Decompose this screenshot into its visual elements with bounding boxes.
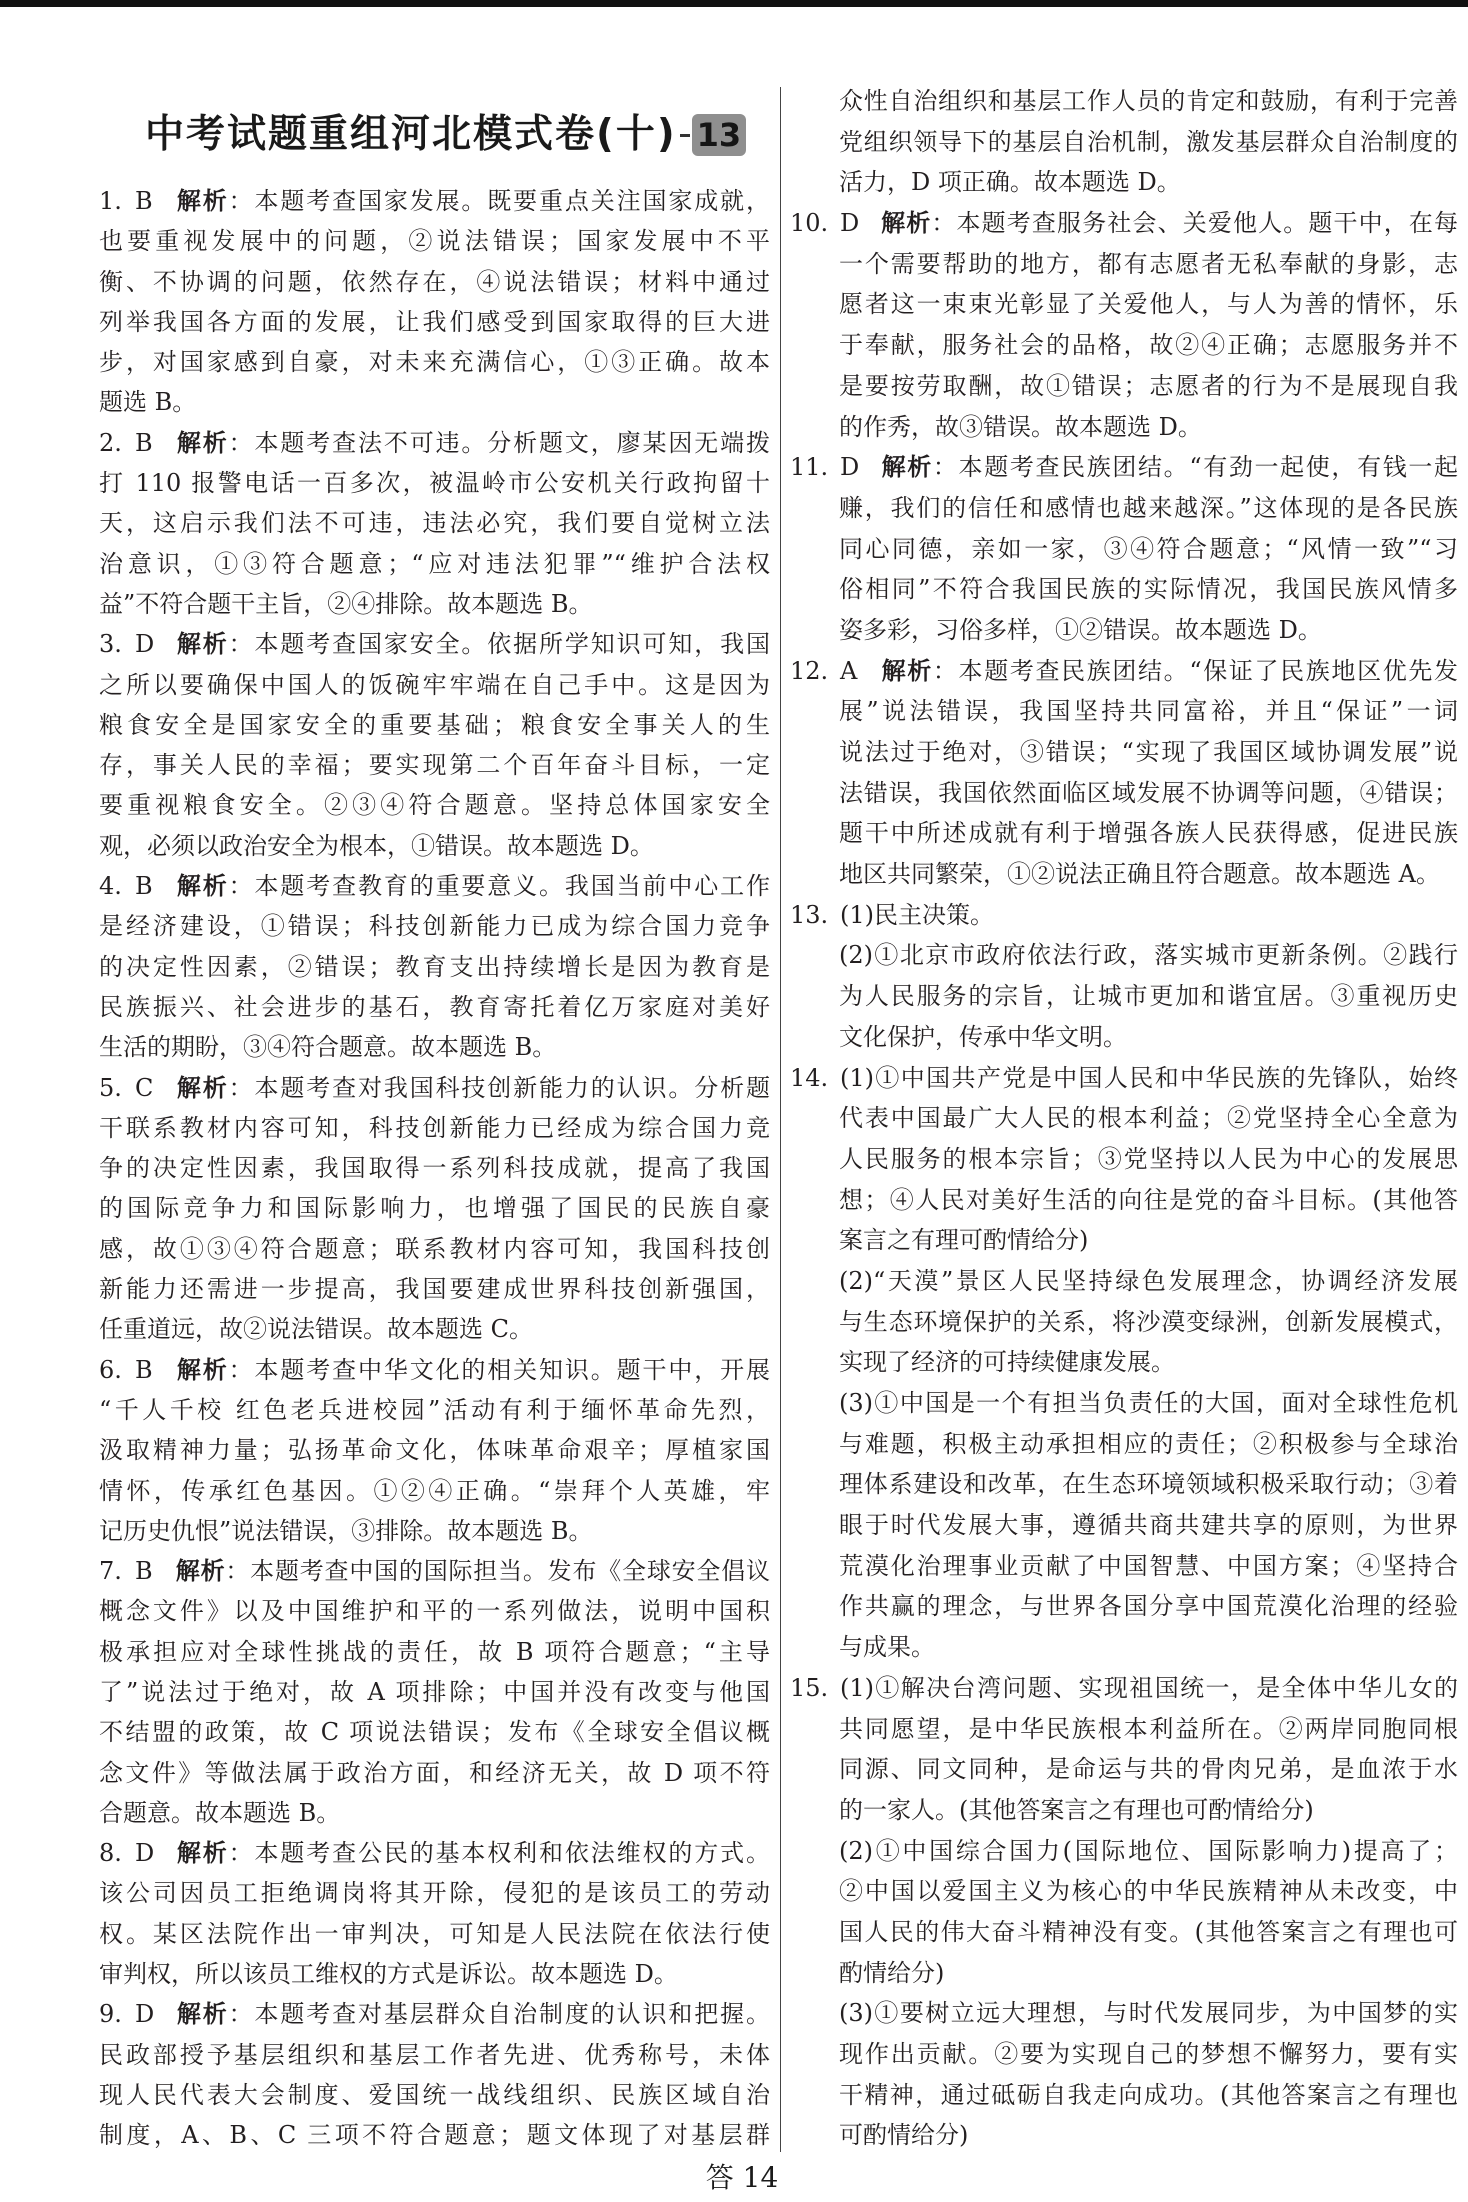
answer-letter: B	[135, 1355, 153, 1384]
text-line	[99, 745, 770, 785]
answer-item-3	[99, 624, 770, 866]
item-number: 11.	[790, 453, 829, 482]
text-line	[99, 1914, 770, 1954]
text-line	[790, 1464, 1458, 1505]
text-line	[790, 244, 1458, 285]
text-line	[790, 1912, 1458, 1953]
line-text: 要重视粮食安全。②③④符合题意。坚持总体国家安全	[99, 791, 770, 820]
answer-item-4	[99, 866, 770, 1067]
answer-item-2	[99, 423, 770, 624]
line-text: (3)①中国是一个有担当负责任的大国，面对全球性危机	[839, 1389, 1458, 1417]
line-text: 人民服务的根本宗旨；③党坚持以人民为中心的发展思	[839, 1144, 1458, 1173]
line-text: ：本题考查国家发展。既要重点关注国家成就，	[228, 187, 770, 215]
line-text: 的一家人。(其他答案言之有理也可酌情给分)	[839, 1795, 1314, 1824]
item-number: 6.	[99, 1355, 122, 1384]
line-text: (2)“天漠”景区人民坚持绿色发展理念，协调经济发展	[839, 1266, 1458, 1295]
text-line	[99, 1269, 770, 1309]
text-line	[790, 773, 1458, 814]
analysis-label: 解析	[880, 453, 933, 482]
text-line	[790, 1627, 1458, 1668]
left-column	[99, 181, 770, 2156]
line-text: 感，故①③④符合题意；联系教材内容可知，我国科技创	[99, 1234, 770, 1263]
answer-letter: A	[840, 656, 858, 685]
line-text: 不结盟的政策，故 C 项说法错误；发布《全球安全倡议概	[99, 1718, 770, 1747]
text-line	[99, 785, 770, 825]
line-text: 制度，A、B、C 三项不符合题意；题文体现了对基层群	[99, 2121, 770, 2150]
line-text: 题选 B。	[99, 388, 197, 417]
answer-item-11	[790, 447, 1458, 650]
text-line	[99, 1793, 770, 1833]
line-text: 也要重视发展中的问题，②说法错误；国家发展中不平	[99, 227, 770, 256]
answer-item-8	[99, 1833, 770, 1994]
line-text: 是要按劳取酬，故①错误；志愿者的行为不是展现自我	[839, 371, 1458, 400]
line-text: 概念文件》以及中国维护和平的一系列做法，说明中国积	[99, 1597, 770, 1626]
analysis-label: 解析	[175, 1073, 229, 1102]
line-text: 展”说法错误，我国坚持共同富裕，并且“保证”一词	[839, 697, 1458, 726]
line-text: 赚，我们的信任和感情也越来越深。”这体现的是各民族	[839, 493, 1458, 522]
line-text: 愿者这一束束光彰显了关爱他人，与人为善的情怀，乐	[839, 290, 1458, 319]
text-line	[790, 325, 1458, 366]
text-line	[790, 1831, 1458, 1872]
line-text: (1)①解决台湾问题、实现祖国统一，是全体中华儿女的	[840, 1673, 1458, 1702]
line-text: ：本题考查公民的基本权利和依法维权的方式。	[228, 1839, 770, 1868]
line-text: 念文件》等做法属于政治方面，和经济无关，故 D 项不符	[99, 1758, 770, 1787]
text-line	[99, 503, 770, 543]
item-number: 15.	[790, 1673, 829, 1702]
text-line	[99, 423, 770, 463]
line-text: 与成果。	[839, 1633, 935, 1662]
answer-item-1	[99, 181, 770, 423]
text-line	[99, 2075, 770, 2115]
line-text: 与难题，积极主动承担相应的责任；②积极参与全球治	[839, 1429, 1458, 1458]
text-line	[99, 1108, 770, 1148]
line-text: 列举我国各方面的发展，让我们感受到国家取得的巨大进	[99, 307, 770, 336]
analysis-label: 解析	[175, 1355, 229, 1384]
item-number: 7.	[99, 1557, 122, 1586]
text-line	[790, 935, 1458, 976]
line-text: 同源、同文同种，是命运与共的骨肉兄弟，是血浓于水	[839, 1755, 1458, 1784]
text-line	[790, 366, 1458, 407]
text-line	[790, 732, 1458, 773]
line-text: 极承担应对全球性挑战的责任，故 B 项符合题意；“主导	[99, 1637, 770, 1666]
text-line	[99, 463, 770, 503]
line-text: ：本题考查教育的重要意义。我国当前中心工作	[228, 872, 770, 901]
line-text: 治意识，①③符合题意；“应对违法犯罪”“维护合法权	[99, 549, 770, 578]
text-line	[790, 203, 1458, 244]
text-line	[99, 1511, 770, 1551]
column-divider	[780, 87, 781, 2152]
text-line	[790, 569, 1458, 610]
text-line	[99, 1309, 770, 1349]
text-line	[790, 691, 1458, 732]
line-text: ：本题考查法不可违。分析题文，廖某因无端拨	[228, 428, 770, 457]
line-text: 任重道远，故②说法错误。故本题选 C。	[99, 1315, 533, 1344]
answer-item-14	[790, 1058, 1458, 1668]
line-text: 国人民的伟大奋斗精神没有变。(其他答案言之有理也可	[839, 1917, 1458, 1946]
answer-item-12	[790, 651, 1458, 895]
line-text: 于奉献，服务社会的品格，故②④正确；志愿服务并不	[839, 331, 1458, 360]
line-text: 衡、不协调的问题，依然存在，④说法错误；材料中通过	[99, 267, 770, 296]
text-line	[790, 1261, 1458, 1302]
analysis-label: 解析	[175, 2000, 229, 2029]
text-line	[790, 488, 1458, 529]
line-text: ：本题考查国家安全。依据所学知识可知，我国	[228, 630, 770, 659]
item-number: 3.	[99, 630, 122, 659]
item-number: 13.	[790, 900, 829, 929]
text-line	[99, 1632, 770, 1672]
item-number: 5.	[99, 1073, 122, 1102]
answer-letter: C	[135, 1073, 154, 1102]
line-text: 益”不符合题干主旨，②④排除。故本题选 B。	[99, 589, 593, 618]
line-text: 酌情给分)	[839, 1958, 945, 1987]
text-line	[790, 1749, 1458, 1790]
line-text: 打 110 报警电话一百多次，被温岭市公安机关行政拘留十	[99, 469, 770, 498]
text-line	[99, 302, 770, 342]
line-text: ：本题考查中国的国际担当。发布《全球安全倡议	[225, 1557, 770, 1586]
analysis-label: 解析	[175, 1839, 229, 1868]
text-line	[790, 854, 1458, 895]
line-text: 争的决定性因素，我国取得一系列科技成就，提高了我国	[99, 1154, 770, 1183]
text-line	[790, 2075, 1458, 2116]
item-number: 8.	[99, 1839, 122, 1868]
text-line	[99, 1390, 770, 1430]
line-text: 汲取精神力量；弘扬革命文化，体味革命艰辛；厚植家国	[99, 1436, 770, 1465]
line-text: 作共赢的理念，与世界各国分享中国荒漠化治理的经验	[839, 1592, 1458, 1621]
text-line	[790, 895, 1458, 936]
line-text: 观，必须以政治安全为根本，①错误。故本题选 D。	[99, 831, 654, 860]
line-text: 一个需要帮助的地方，都有志愿者无私奉献的身影，志	[839, 249, 1458, 278]
text-line	[99, 1068, 770, 1108]
line-text: 可酌情给分)	[839, 2121, 969, 2150]
line-text: 文化保护，传承中华文明。	[839, 1022, 1127, 1051]
text-line	[99, 1551, 770, 1591]
line-text: 众性自治组织和基层工作人员的肯定和鼓励，有利于完善	[839, 87, 1458, 115]
text-line	[99, 665, 770, 705]
line-text: 该公司因员工拒绝调岗将其开除，侵犯的是该员工的劳动	[99, 1879, 770, 1908]
title-dash	[680, 134, 690, 137]
line-text: 民政部授予基层组织和基层工作者先进、优秀称号，未体	[99, 2040, 770, 2069]
line-text: 存，事关人民的幸福；要实现第二个百年奋斗目标，一定	[99, 751, 770, 780]
text-line	[790, 1017, 1458, 1058]
line-text: 的作秀，故③错误。故本题选 D。	[839, 412, 1202, 441]
line-text: 权。某区法院作出一审判决，可知是人民法院在依法行使	[99, 1919, 770, 1948]
line-text: ②中国以爱国主义为核心的中华民族精神从未改变，中	[839, 1877, 1458, 1906]
line-text: 想；④人民对美好生活的向往是党的奋斗目标。(其他答	[839, 1185, 1458, 1214]
text-line	[99, 342, 770, 382]
analysis-label: 解析	[175, 872, 229, 901]
line-text: 民族振兴、社会进步的基石，教育寄托着亿万家庭对美好	[99, 992, 770, 1021]
text-line	[99, 1873, 770, 1913]
text-line	[790, 1546, 1458, 1587]
line-text: 新能力还需进一步提高，我国要建成世界科技创新强国，	[99, 1275, 770, 1304]
text-line	[790, 1953, 1458, 1994]
answer-letter: D	[840, 209, 860, 238]
text-line	[99, 1994, 770, 2034]
page-footer-label: 答 14	[705, 2161, 779, 2194]
analysis-label: 解析	[880, 209, 932, 238]
text-line	[790, 1383, 1458, 1424]
line-text: (2)①北京市政府依法行政，落实城市更新条例。②践行	[839, 941, 1458, 970]
answer-item-5	[99, 1068, 770, 1350]
line-text: 俗相同”不符合我国民族的实际情况，我国民族风情多	[839, 575, 1458, 604]
text-line	[99, 2115, 770, 2155]
text-line	[790, 162, 1458, 203]
line-text: 荒漠化治理事业贡献了中国智慧、中国方案；④坚持合	[839, 1551, 1458, 1580]
text-line	[99, 826, 770, 866]
line-text: 审判权，所以该员工维权的方式是诉讼。故本题选 D。	[99, 1960, 678, 1989]
line-text: 合题意。故本题选 B。	[99, 1798, 341, 1827]
text-line	[790, 2115, 1458, 2156]
answer-item-6	[99, 1350, 770, 1551]
line-text: 法错误，我国依然面临区域发展不协调等问题，④错误；	[839, 778, 1458, 807]
text-line	[790, 1668, 1458, 1709]
line-text: 眼于时代发展大事，遵循共商共建共享的原则，为世界	[839, 1511, 1458, 1540]
text-line	[790, 1139, 1458, 1180]
line-text: ：本题考查服务社会、关爱他人。题干中，在每	[931, 209, 1458, 238]
text-line	[790, 1220, 1458, 1261]
text-line	[99, 382, 770, 422]
line-text: 情怀，传承红色基因。①②④正确。“崇拜个人英雄，牢	[99, 1476, 770, 1505]
text-line	[790, 1180, 1458, 1221]
analysis-label: 解析	[175, 630, 229, 659]
line-text: 了”说法过于绝对，故 A 项排除；中国并没有改变与他国	[99, 1677, 770, 1706]
text-line	[99, 705, 770, 745]
line-text: 同心同德，亲如一家，③④符合题意；“风情一致”“习	[839, 534, 1458, 563]
text-line	[99, 947, 770, 987]
item-number: 12.	[790, 656, 829, 685]
line-text: 记历史仇恨”说法错误，③排除。故本题选 B。	[99, 1516, 593, 1545]
text-line	[99, 1712, 770, 1752]
text-line	[790, 1709, 1458, 1750]
answer-item-10	[790, 203, 1458, 447]
text-line	[790, 1424, 1458, 1465]
line-text: 的国际竞争力和国际影响力，也增强了国民的民族自豪	[99, 1194, 770, 1223]
right-column	[790, 81, 1458, 2156]
line-text: 天，这启示我们法不可违，违法必究，我们要自觉树立法	[99, 509, 770, 538]
text-line	[790, 976, 1458, 1017]
text-line	[790, 447, 1458, 488]
text-line	[99, 2035, 770, 2075]
answer-letter: B	[135, 187, 153, 215]
item-number: 9.	[99, 2000, 122, 2029]
answer-letter: D	[135, 630, 155, 659]
item-number: 14.	[790, 1063, 829, 1092]
analysis-label: 解析	[175, 1557, 226, 1586]
top-rule	[0, 0, 1468, 7]
text-line	[99, 262, 770, 302]
line-text: 题干中所述成就有利于增强各族人民获得感，促进民族	[839, 819, 1458, 848]
text-line	[790, 1302, 1458, 1343]
text-line	[790, 2034, 1458, 2075]
item-number: 10.	[790, 209, 829, 238]
text-line	[99, 1954, 770, 1994]
text-line	[99, 1753, 770, 1793]
line-text: 之所以要确保中国人的饭碗牢牢端在自己手中。这是因为	[99, 670, 770, 699]
line-text: (2)①中国综合国力(国际地位、国际影响力)提高了；	[839, 1836, 1458, 1865]
text-line	[99, 181, 770, 221]
line-text: 代表中国最广大人民的根本利益；②党坚持全心全意为	[839, 1104, 1458, 1133]
line-text: 理体系建设和改革，在生态环境领域积极采取行动；③着	[839, 1470, 1458, 1499]
text-line	[790, 81, 1458, 122]
page-number-badge: 13	[692, 114, 747, 156]
page-header	[145, 112, 746, 158]
line-text: 为人民服务的宗旨，让城市更加和谐宜居。③重视历史	[839, 982, 1458, 1011]
item-number: 2.	[99, 428, 122, 457]
line-text: 步，对国家感到自豪，对未来充满信心，①③正确。故本	[99, 348, 770, 377]
line-text: (3)①要树立远大理想，与时代发展同步，为中国梦的实	[839, 1999, 1458, 2028]
text-line	[790, 1993, 1458, 2034]
line-text: 生活的期盼，③④符合题意。故本题选 B。	[99, 1033, 557, 1062]
text-line	[790, 407, 1458, 448]
text-line	[790, 284, 1458, 325]
line-text: 说法过于绝对，③错误；“实现了我国区域协调发展”说	[839, 738, 1458, 766]
line-text: 的决定性因素，②错误；教育支出持续增长是因为教育是	[99, 952, 770, 981]
answer-item-13	[790, 895, 1458, 1058]
line-text: “千人千校 红色老兵进校园”活动有利于缅怀革命先烈，	[99, 1395, 770, 1424]
text-line	[99, 544, 770, 584]
text-line	[790, 651, 1458, 692]
line-text: 姿多彩，习俗多样，①②错误。故本题选 D。	[839, 615, 1322, 644]
line-text: ：本题考查民族团结。“有劲一起使，有钱一起	[932, 453, 1458, 482]
line-text: 案言之有理可酌情给分)	[839, 1226, 1089, 1255]
text-line	[99, 584, 770, 624]
line-text: ：本题考查民族团结。“保证了民族地区优先发	[932, 656, 1458, 685]
text-line	[790, 1790, 1458, 1831]
text-line	[99, 1430, 770, 1470]
line-text: 共同愿望，是中华民族根本利益所在。②两岸同胞同根	[839, 1714, 1458, 1743]
text-line	[99, 1471, 770, 1511]
answer-item-15	[790, 1668, 1458, 2156]
text-line	[99, 1833, 770, 1873]
line-text: 粮食安全是国家安全的重要基础；粮食安全事关人的生	[99, 710, 770, 739]
line-text: 活力，D 项正确。故本题选 D。	[839, 168, 1181, 197]
text-line	[99, 1672, 770, 1712]
line-text: (1)民主决策。	[840, 900, 994, 929]
answer-item-9	[99, 1994, 770, 2155]
answer-letter: D	[840, 453, 860, 482]
line-text: ：本题考查对基层群众自治制度的认识和把握。	[228, 2000, 770, 2029]
text-line	[99, 866, 770, 906]
line-text: 干精神，通过砥砺自我走向成功。(其他答案言之有理也	[839, 2080, 1458, 2109]
answer-letter: D	[135, 1839, 155, 1868]
item-number: 4.	[99, 872, 122, 901]
text-line	[790, 1586, 1458, 1627]
analysis-label: 解析	[175, 187, 229, 215]
text-line	[99, 1027, 770, 1067]
line-text: 党组织领导下的基层自治机制，激发基层群众自治制度的	[839, 127, 1458, 156]
text-line	[790, 122, 1458, 163]
text-line	[790, 1871, 1458, 1912]
line-text: 现人民代表大会制度、爱国统一战线组织、民族区域自治	[99, 2080, 770, 2109]
text-line	[99, 1591, 770, 1631]
answer-item-continued	[790, 81, 1458, 203]
line-text: ：本题考查对我国科技创新能力的认识。分析题	[228, 1073, 770, 1102]
answer-letter: B	[135, 1557, 153, 1586]
line-text: ：本题考查中华文化的相关知识。题干中，开展	[228, 1355, 770, 1384]
answer-letter: B	[135, 872, 153, 901]
text-line	[790, 1058, 1458, 1099]
text-line	[99, 987, 770, 1027]
answer-letter: B	[135, 428, 153, 457]
text-line	[790, 529, 1458, 570]
text-line	[99, 624, 770, 664]
text-line	[99, 1229, 770, 1269]
text-line	[99, 1148, 770, 1188]
text-line	[790, 813, 1458, 854]
line-text: 实现了经济的可持续健康发展。	[839, 1348, 1175, 1377]
text-line	[99, 1188, 770, 1228]
analysis-label: 解析	[175, 428, 229, 457]
line-text: 地区共同繁荣，①②说法正确且符合题意。故本题选 A。	[839, 860, 1440, 889]
item-number: 1.	[99, 187, 122, 215]
line-text: 干联系教材内容可知，科技创新能力已经成为综合国力竞	[99, 1113, 770, 1142]
text-line	[99, 906, 770, 946]
text-line	[99, 1350, 770, 1390]
line-text: 现作出贡献。②要为实现自己的梦想不懈努力，要有实	[839, 2040, 1458, 2068]
text-line	[790, 1342, 1458, 1383]
line-text: (1)①中国共产党是中国人民和中华民族的先锋队，始终	[840, 1063, 1458, 1092]
answer-letter: D	[135, 2000, 155, 2029]
text-line	[99, 221, 770, 261]
answer-item-7	[99, 1551, 770, 1833]
text-line	[790, 1098, 1458, 1139]
page-title: 中考试题重组河北模式卷(十)	[145, 112, 677, 157]
text-line	[790, 610, 1458, 651]
line-text: 是经济建设，①错误；科技创新能力已成为综合国力竞争	[99, 912, 770, 941]
line-text: 与生态环境保护的关系，将沙漠变绿洲，创新发展模式，	[839, 1307, 1458, 1336]
text-line	[790, 1505, 1458, 1546]
analysis-label: 解析	[880, 656, 933, 685]
